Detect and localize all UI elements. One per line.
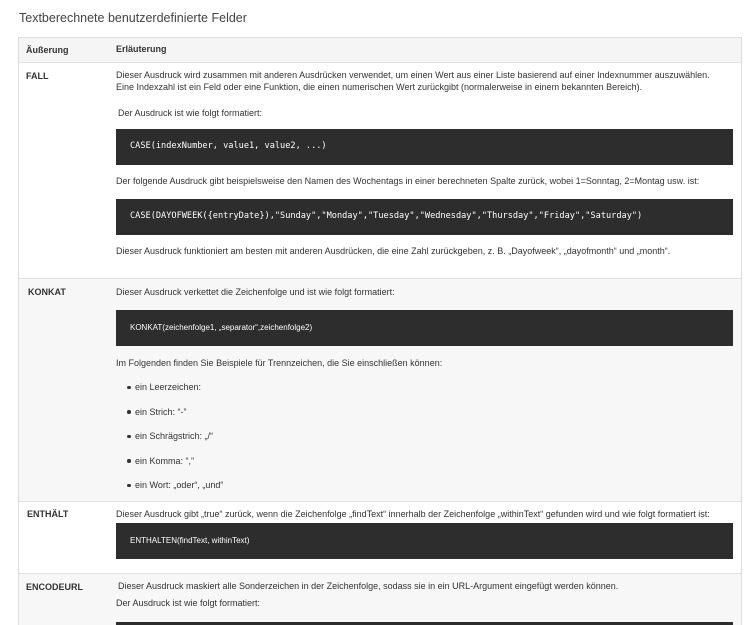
separator-list <box>116 375 733 498</box>
table-row-enthaelt <box>19 502 741 574</box>
table-row-fall <box>19 63 741 279</box>
enthaelt-code: ENTHALTEN(findText, withinText) <box>116 523 733 559</box>
term-konkat: KONKAT <box>28 287 66 297</box>
fall-format-label: Der Ausdruck ist wie folgt formatiert: <box>118 108 263 118</box>
fall-note: Dieser Ausdruck funktioniert am besten mit anderen Ausdrücken, die eine Zahl zurückgeben, z. B. „Dayofweek“, „dayofmonth“ und „month“. <box>116 246 671 256</box>
enthaelt-intro: Dieser Ausdruck gibt „true“ zurück, wenn die Zeichenfolge „findText“ innerhalb der Zeichenfolge „withinText“ gefunden wird und wie folgt formatiert ist: <box>116 509 710 519</box>
term-enthaelt: ENTHÄLT <box>27 509 69 519</box>
bullet-icon <box>127 459 131 463</box>
term-fall: FALL <box>26 71 49 81</box>
expressions-table <box>18 37 742 625</box>
encodeurl-intro: Dieser Ausdruck maskiert alle Sonderzeichen in der Zeichenfolge, sodass sie in ein URL-Argument eingefügt werden können. <box>118 581 619 591</box>
konkat-code: KONKAT(zeichenfolge1, „separator“,zeichenfolge2) <box>116 310 733 346</box>
fall-intro-1: Dieser Ausdruck wird zusammen mit anderen Ausdrücken verwendet, um einen Wert aus einer Liste basierend auf einer Indexnummer auszuwählen. <box>116 70 710 80</box>
bullet-icon <box>127 484 131 488</box>
list-item: ein Wort: „oder“, „und“ <box>116 473 733 498</box>
fall-code-1: CASE(indexNumber, value1, value2, ...) <box>116 129 733 165</box>
konkat-list-label: Im Folgenden finden Sie Beispiele für Trennzeichen, die Sie einschließen können: <box>116 357 443 368</box>
header-expression: Äußerung <box>26 45 69 55</box>
konkat-intro: Dieser Ausdruck verkettet die Zeichenfolge und ist wie folgt formatiert: <box>116 287 395 297</box>
table-header-row <box>19 38 741 63</box>
explanation-fall <box>116 63 741 278</box>
explanation-konkat <box>116 279 741 501</box>
header-explanation: Erläuterung <box>116 44 167 55</box>
list-item: ein Strich: “-” <box>116 400 733 425</box>
table-row-konkat <box>19 279 741 502</box>
fall-example-label: Der folgende Ausdruck gibt beispielsweise den Namen des Wochentags in einer berechneten Spalte zurück, wobei 1=Sonntag, 2=Montag usw. ist: <box>116 175 700 186</box>
term-encodeurl: ENCODEURL <box>26 582 84 592</box>
list-item: ein Komma: “,” <box>116 449 733 474</box>
list-item: ein Leerzeichen: <box>116 375 733 400</box>
bullet-icon <box>127 410 131 414</box>
fall-intro-2: Eine Indexzahl ist ein Feld oder eine Funktion, die einen numerischen Wert zurückgibt (normalerweise in einem bekannten Bereich). <box>116 81 643 92</box>
table-row-encodeurl <box>19 574 741 625</box>
list-item: ein Schrägstrich: „/“ <box>116 424 733 449</box>
explanation-enthaelt <box>116 502 741 573</box>
bullet-icon <box>127 386 131 390</box>
fall-code-2: CASE(DAYOFWEEK({entryDate}),"Sunday","Monday","Tuesday","Wednesday","Thursday","Friday","Saturday") <box>116 199 733 235</box>
page-title: Textberechnete benutzerdefinierte Felder <box>19 11 247 25</box>
explanation-encodeurl <box>116 574 741 625</box>
encodeurl-format-label: Der Ausdruck ist wie folgt formatiert: <box>116 597 261 608</box>
bullet-icon <box>127 435 131 439</box>
